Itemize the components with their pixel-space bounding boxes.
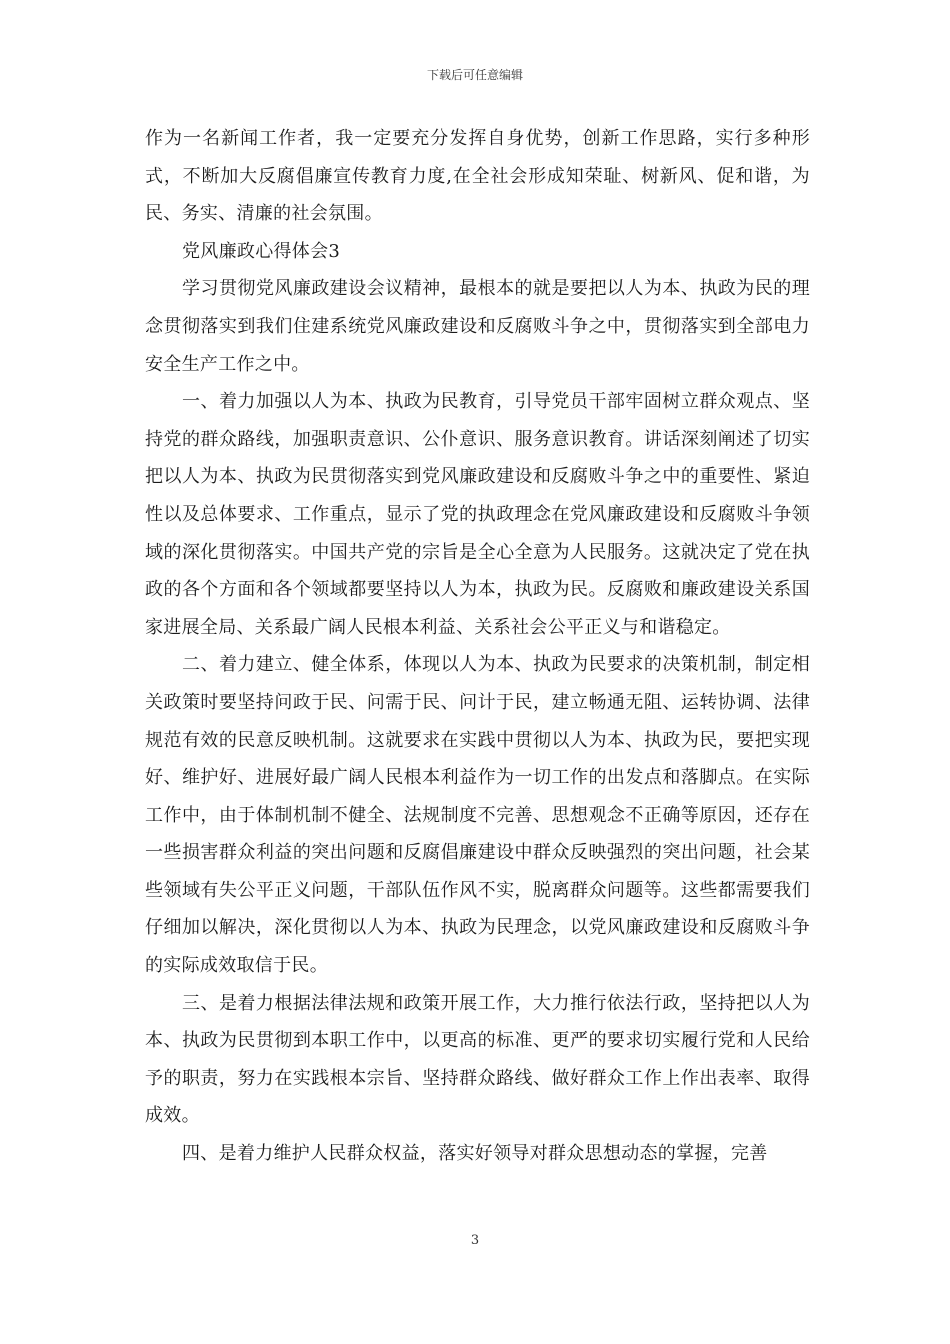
- document-body: [145, 120, 810, 1173]
- paragraph-4: 一、着力加强以人为本、执政为民教育，引导党员干部牢固树立群众观点、坚持党的群众路线，加强职责意识、公仆意识、服务意识教育。讲话深刻阐述了切实把以人为本、执政为民贯彻落实到党风廉政建设和反腐败斗争之中的重要性、紧迫性以及总体要求、工作重点，显示了党的执政理念在党风廉政建设和反腐败斗争领域的深化贯彻落实。中国共产党的宗旨是全心全意为人民服务。这就决定了党在执政的各个方面和各个领域都要坚持以人为本，执政为民。反腐败和廉政建设关系国家进展全局、关系最广阔人民根本利益、关系社会公平正义与和谐稳定。: [145, 391, 810, 638]
- paragraph-1: 作为一名新闻工作者，我一定要充分发挥自身优势，创新工作思路，实行多种形式，不断加大反腐倡廉宣传教育力度,在全社会形成知荣耻、树新风、促和谐，为民、务实、清廉的社会氛围。: [145, 128, 810, 225]
- section-heading: 党风廉政心得体会3: [182, 240, 341, 262]
- page-header: 下载后可任意编辑: [426, 68, 523, 82]
- paragraph-6: 三、是着力根据法律法规和政策开展工作，大力推行依法行政，坚持把以人为本、执政为民贯彻到本职工作中，以更高的标准、更严的要求切实履行党和人民给予的职责，努力在实践根本宗旨、坚持群众路线、做好群众工作上作出表率、取得成效。: [145, 992, 810, 1127]
- paragraph-3: 学习贯彻党风廉政建设会议精神，最根本的就是要把以人为本、执政为民的理念贯彻落实到我们住建系统党风廉政建设和反腐败斗争之中，贯彻落实到全部电力安全生产工作之中。: [145, 278, 810, 375]
- page-number: 3: [470, 1233, 480, 1248]
- paragraph-5: 二、着力建立、健全体系，体现以人为本、执政为民要求的决策机制，制定相关政策时要坚持问政于民、问需于民、问计于民，建立畅通无阻、运转协调、法律规范有效的民意反映机制。这就要求在实践中贯彻以人为本、执政为民，要把实现好、维护好、进展好最广阔人民根本利益作为一切工作的出发点和落脚点。在实际工作中，由于体制机制不健全、法规制度不完善、思想观念不正确等原因，还存在一些损害群众利益的突出问题和反腐倡廉建设中群众反映强烈的突出问题，社会某些领域有失公平正义问题，干部队伍作风不实，脱离群众问题等。这些都需要我们仔细加以解决，深化贯彻以人为本、执政为民理念，以党风廉政建设和反腐败斗争的实际成效取信于民。: [145, 654, 810, 977]
- paragraph-7: 四、是着力维护人民群众权益，落实好领导对群众思想动态的掌握，完善: [182, 1143, 768, 1165]
